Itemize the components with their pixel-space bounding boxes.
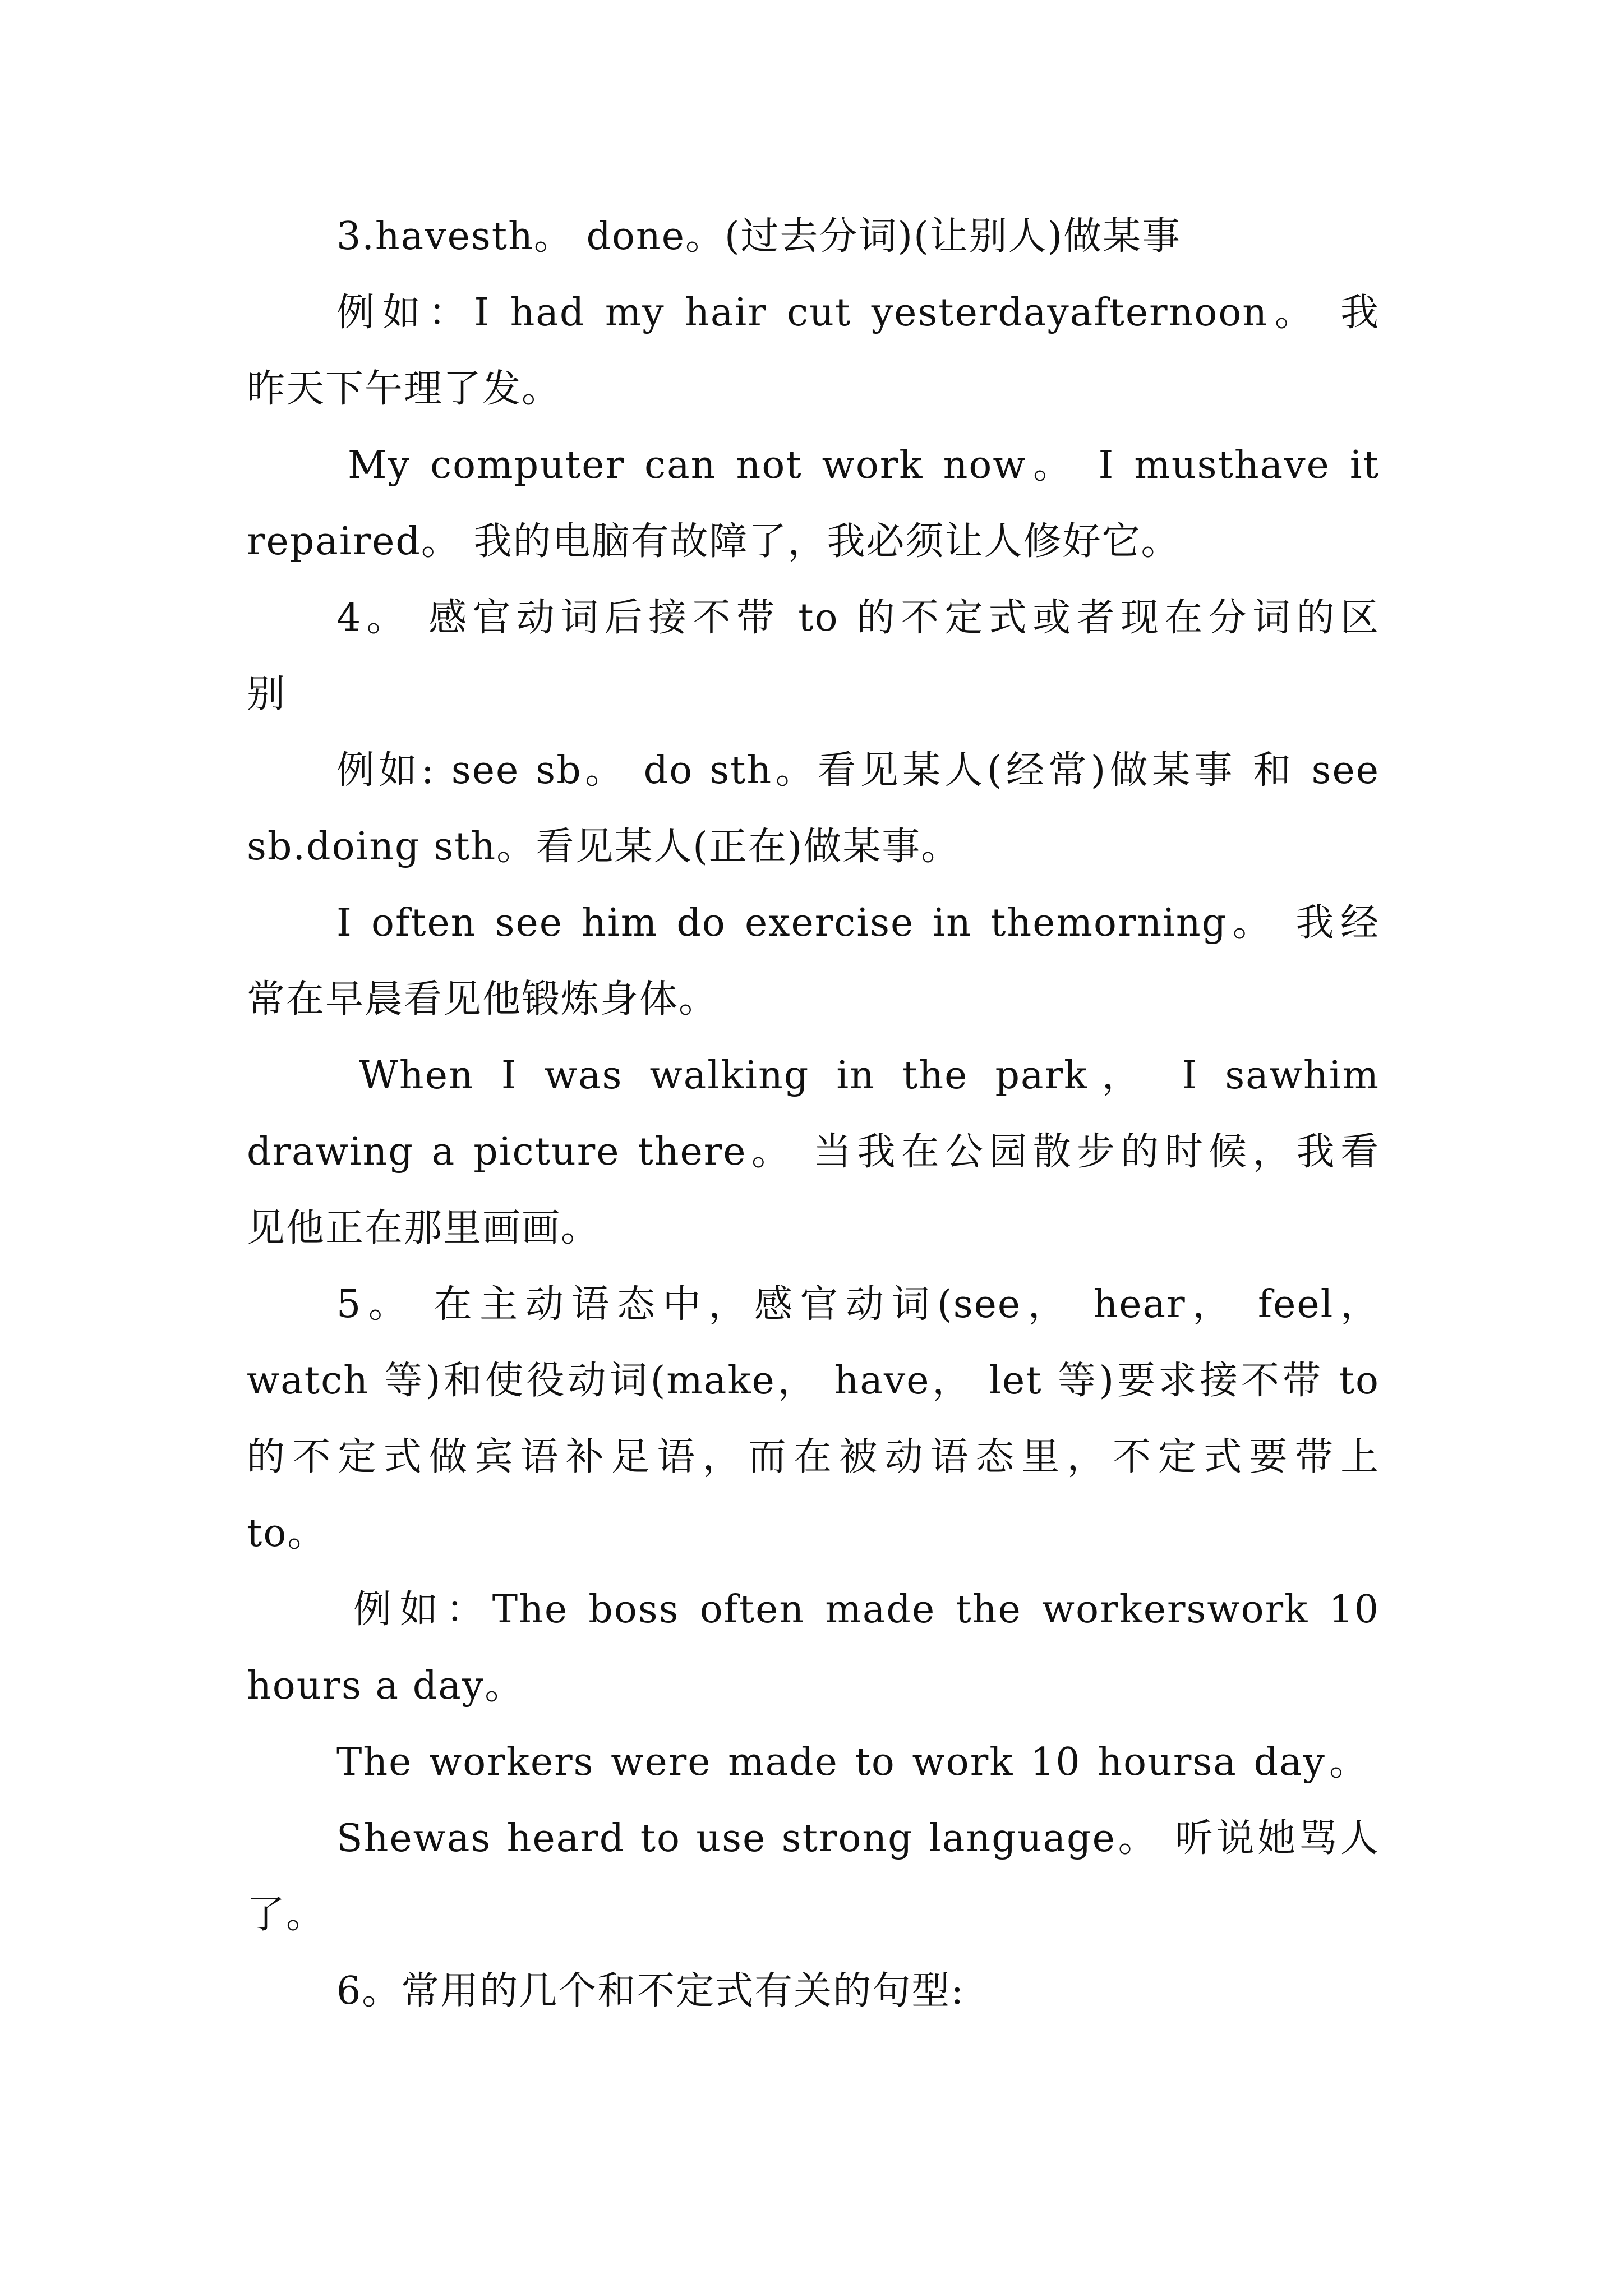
text-line: 别 xyxy=(247,672,287,716)
text-line: The workers were made to work 10 hoursa day。 xyxy=(336,1740,1368,1784)
text-line: to。 xyxy=(247,1511,327,1556)
text-line: 见他正在那里画画。 xyxy=(247,1206,601,1250)
text-line: sb.doing sth。看见某人(正在)做某事。 xyxy=(247,825,961,869)
text-line: 3.havesth。 done。(过去分词)(让别人)做某事 xyxy=(336,214,1182,259)
text-line: 4。 感官动词后接不带 to 的不定式或者现在分词的区 xyxy=(336,596,1380,640)
text-line: 的不定式做宾语补足语，而在被动语态里，不定式要带上 xyxy=(247,1435,1380,1479)
text-line: 了。 xyxy=(247,1893,326,1937)
text-line: When I was walking in the park， I sawhim xyxy=(359,1053,1380,1098)
text-line: 例如: see sb。 do sth。看见某人(经常)做某事 和 see xyxy=(336,748,1380,793)
text-line: hours a day。 xyxy=(247,1664,524,1708)
text-line: 例如：I had my hair cut yesterdayafternoon。 我 xyxy=(336,291,1380,335)
text-line: repaired。 我的电脑有故障了，我必须让人修好它。 xyxy=(247,519,1181,564)
text-line: 例如：The boss often made the workerswork 10 xyxy=(353,1588,1380,1632)
text-line: watch 等)和使役动词(make， have， let 等)要求接不带 to xyxy=(247,1359,1380,1403)
text-line: 5。 在主动语态中，感官动词(see， hear， feel， xyxy=(336,1282,1380,1327)
text-line: 6。常用的几个和不定式有关的句型: xyxy=(336,1969,965,2013)
text-line: 昨天下午理了发。 xyxy=(247,367,561,411)
text-line: I often see him do exercise in themorning。 我经 xyxy=(336,901,1380,945)
text-line: 常在早晨看见他锻炼身体。 xyxy=(247,977,718,1022)
text-line: My computer can not work now。 I musthave it xyxy=(348,443,1380,487)
text-line: drawing a picture there。 当我在公园散步的时候，我看 xyxy=(247,1130,1380,1174)
text-line: Shewas heard to use strong language。 听说她骂人 xyxy=(336,1816,1380,1861)
